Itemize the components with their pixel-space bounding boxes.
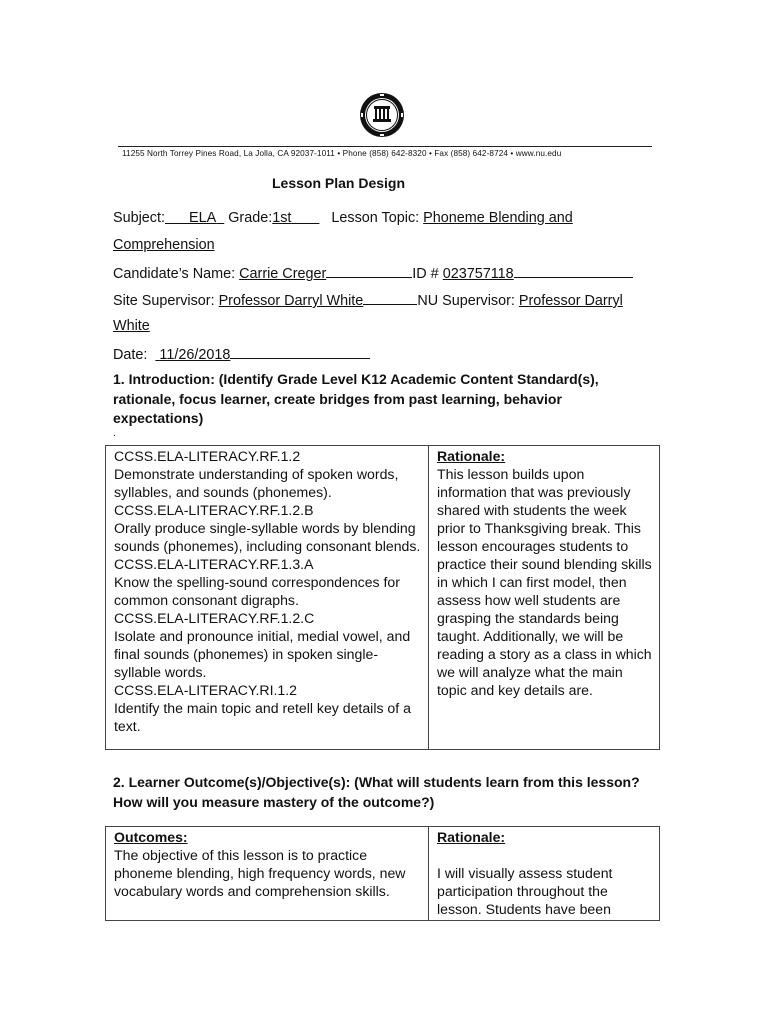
university-seal-logo — [359, 92, 405, 138]
university-address: 11255 North Torrey Pines Road, La Jolla, CA 92037-1011 • Phone (858) 642-8320 • Fax (858) 642-8724 • www.nu.edu — [122, 149, 562, 158]
site-supervisor-blank — [363, 291, 417, 305]
standard-code: CCSS.ELA-LITERACY.RF.1.2 — [114, 448, 301, 464]
standard-code: CCSS.ELA-LITERACY.RF.1.2.C — [114, 610, 315, 626]
site-supervisor-label: Site Supervisor: — [113, 293, 215, 309]
site-supervisor-value: Professor Darryl White — [218, 293, 364, 309]
date-blank — [230, 345, 370, 359]
candidate-blank — [326, 264, 412, 278]
rationale-heading: Rationale: — [437, 448, 506, 464]
outcomes-heading: Outcomes: — [114, 829, 188, 845]
nu-supervisor-value-continued: White — [113, 318, 150, 334]
id-label: ID # — [412, 266, 439, 282]
outcomes-text: The objective of this lesson is to practice phoneme blending, high frequency words, new vocabulary words and comprehension skills. — [114, 847, 406, 899]
subject-label: Subject: — [113, 210, 165, 226]
supervisor-line — [113, 291, 623, 309]
date-label: Date: — [113, 347, 148, 363]
standards-cell — [106, 446, 429, 750]
standard-code: CCSS.ELA-LITERACY.RF.1.3.A — [114, 556, 314, 572]
topic-value-continued: Comprehension — [113, 237, 215, 253]
date-value: 11/26/2018 — [159, 347, 231, 363]
section1-heading: 1. Introduction: (Identify Grade Level K12 Academic Content Standard(s), rationale, focus learner, create bridges from past learning, behavior expectations) — [113, 371, 599, 426]
grade-value: 1st — [272, 210, 292, 226]
header-rule — [118, 146, 652, 147]
blank-line — [437, 846, 653, 864]
outcomes-rationale-cell — [429, 827, 660, 921]
id-blank — [514, 264, 633, 278]
page-title: Lesson Plan Design — [272, 175, 406, 191]
subject-value: ELA — [189, 210, 217, 226]
candidate-value: Carrie Creger — [239, 266, 327, 282]
outcomes-table — [105, 826, 660, 921]
candidate-label: Candidate’s Name: — [113, 266, 236, 282]
topic-label: Lesson Topic: — [331, 210, 420, 226]
subject-line — [113, 210, 573, 226]
candidate-line — [113, 264, 633, 282]
topic-value: Phoneme Blending and — [423, 210, 573, 226]
id-value: 023757118 — [442, 266, 514, 282]
nu-supervisor-value: Professor Darryl — [518, 293, 623, 309]
grade-label: Grade: — [228, 210, 273, 226]
standard-description: Know the spelling-sound correspondences for common consonant digraphs. — [114, 574, 400, 608]
outcomes-rationale-text: I will visually assess student participation throughout the lesson. Students have been — [437, 865, 613, 917]
section2-heading: 2. Learner Outcome(s)/Objective(s): (What will students learn from this lesson? How will you measure mastery of the outcome?) — [113, 774, 640, 810]
outcomes-rationale-heading: Rationale: — [437, 829, 506, 845]
standard-description: Identify the main topic and retell key details of a text. — [114, 700, 411, 734]
rationale-text: This lesson builds upon information that was previously shared with students the week prior to Thanksgiving break. This lesson encourages students to practice their sound blending skills in which I can first model, then assess how well students are grasping the standards being taught. Additionally, we will be reading a story as a class in which we will analyze what the main topic and key details are. — [437, 466, 652, 698]
stray-dot: . — [113, 428, 116, 439]
outcomes-cell — [106, 827, 429, 921]
nu-supervisor-label: NU Supervisor: — [417, 293, 515, 309]
standard-description: Demonstrate understanding of spoken words, syllables, and sounds (phonemes). — [114, 466, 399, 500]
standard-code: CCSS.ELA-LITERACY.RI.1.2 — [114, 682, 298, 698]
standard-description: Orally produce single-syllable words by blending sounds (phonemes), including consonant blends. — [114, 520, 421, 554]
rationale-cell — [429, 446, 660, 750]
introduction-table — [105, 445, 660, 750]
standard-code: CCSS.ELA-LITERACY.RF.1.2.B — [114, 502, 314, 518]
standard-description: Isolate and pronounce initial, medial vowel, and final sounds (phonemes) in spoken single-syllable words. — [114, 628, 411, 680]
date-line — [113, 345, 370, 363]
